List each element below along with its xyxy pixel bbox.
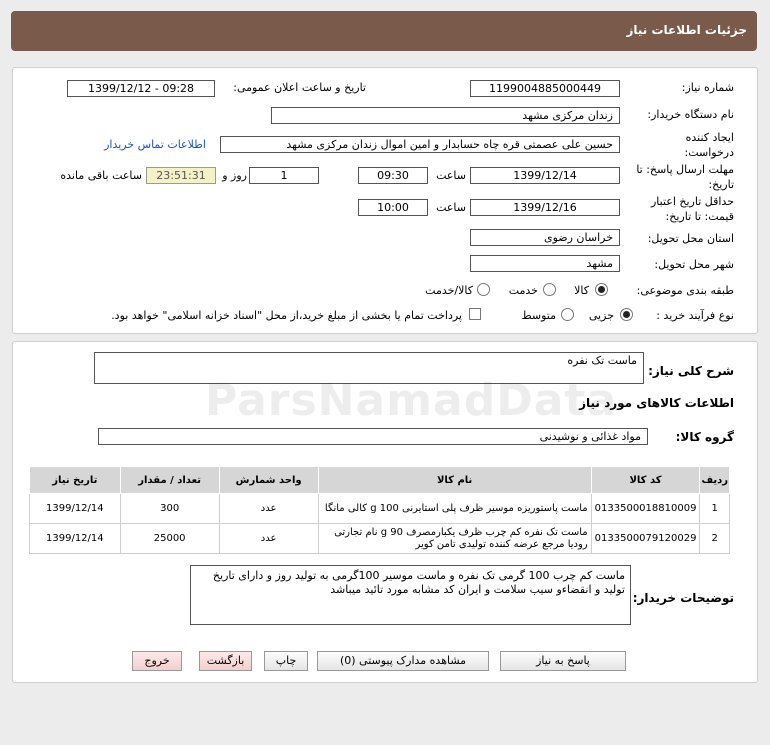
validity-label: حداقل تاریخ اعتبار قیمت: تا تاریخ:: [650, 195, 734, 223]
category-radio-service[interactable]: [543, 283, 556, 296]
col-qty: تعداد / مقدار: [120, 467, 219, 494]
page-header: [11, 11, 757, 51]
treasury-payment-note: پرداخت تمام یا بخشی از مبلغ خرید،از محل "اسناد خزانه اسلامی" خواهد بود.: [111, 309, 462, 322]
col-unit: واحد شمارش: [219, 467, 318, 494]
city-field: مشهد: [470, 255, 620, 272]
buyer-notes-field: ماست کم چرب 100 گرمی تک نفره و ماست موسیر 100گرمی به تولید روز و دارای تاریخ تولید و انقضاءو سیب سلامت و ایران کد مشابه مورد تائید میباشد: [190, 565, 631, 625]
deadline-date-field: 1399/12/14: [470, 167, 620, 184]
row-unit: عدد: [219, 494, 318, 524]
buyer-contact-link[interactable]: اطلاعات تماس خریدار: [104, 138, 206, 151]
table-header-row: [30, 467, 730, 494]
city-label: شهر محل تحویل:: [654, 258, 734, 271]
category-label: طبقه بندی موضوعی:: [636, 284, 734, 297]
validity-date-field: 1399/12/16: [470, 199, 620, 216]
col-date: تاریخ نیاز: [30, 467, 121, 494]
row-index: 1: [700, 494, 730, 524]
category-goods-service-label: کالا/خدمت: [425, 284, 473, 297]
category-service-label: خدمت: [508, 284, 538, 297]
process-medium-label: متوسط: [521, 309, 556, 322]
deadline-time-label: ساعت: [436, 169, 466, 182]
exit-button[interactable]: خروج: [132, 651, 182, 671]
creator-field: حسین علی عصمتی قره چاه حسابدار و امین اموال زندان مرکزی مشهد: [220, 136, 620, 153]
deadline-time-field: 09:30: [358, 167, 428, 184]
row-name: ماست تک نفره کم چرب ظرف یکبارمصرف 90 g نام تجارتی رودیا مرجع عرضه کننده تولیدی تامن کویر: [318, 524, 591, 554]
creator-label: ایجاد کننده درخواست:: [684, 131, 734, 159]
remaining-label: ساعت باقی مانده: [60, 169, 142, 182]
process-radio-minor[interactable]: [620, 308, 633, 321]
row-unit: عدد: [219, 524, 318, 554]
back-button[interactable]: بازگشت: [199, 651, 252, 671]
process-label: نوع فرآیند خرید :: [656, 309, 734, 322]
need-number-label: شماره نیاز:: [681, 81, 734, 94]
row-code: 0133500079120029: [591, 524, 700, 554]
treasury-payment-checkbox[interactable]: [469, 308, 481, 320]
row-qty: 25000: [120, 524, 219, 554]
category-goods-label: کالا: [574, 284, 589, 297]
validity-time-label: ساعت: [436, 201, 466, 214]
col-row: ردیف: [700, 467, 730, 494]
goods-group-field: مواد غذائی و نوشیدنی: [98, 428, 648, 445]
goods-table: [29, 466, 730, 554]
buyer-org-label: نام دستگاه خریدار:: [647, 108, 734, 121]
page-title: جزئیات اطلاعات نیاز: [626, 23, 747, 37]
validity-time-field: 10:00: [358, 199, 428, 216]
row-code: 0133500018810009: [591, 494, 700, 524]
print-button[interactable]: چاپ: [264, 651, 308, 671]
view-attachments-button[interactable]: مشاهده مدارک پیوستی (0): [317, 651, 489, 671]
col-code: کد کالا: [591, 467, 700, 494]
announce-field: 1399/12/12 - 09:28: [67, 80, 215, 97]
reply-button[interactable]: پاسخ به نیاز: [500, 651, 626, 671]
days-label: روز و: [222, 169, 247, 182]
table-row: [30, 494, 730, 524]
summary-field: ماست تک نفره: [94, 352, 644, 384]
deadline-label: مهلت ارسال پاسخ: تا تاریخ:: [636, 163, 734, 191]
row-date: 1399/12/14: [30, 524, 121, 554]
row-date: 1399/12/14: [30, 494, 121, 524]
summary-label: شرح کلی نیاز:: [648, 364, 734, 378]
col-name: نام کالا: [318, 467, 591, 494]
buyer-notes-label: توضیحات خریدار:: [632, 591, 734, 605]
row-name: ماست پاستوریزه موسیر ظرف پلی استایرنی 100 g کالی مانگا: [318, 494, 591, 524]
table-row: [30, 524, 730, 554]
goods-info-title: اطلاعات کالاهای مورد نیاز: [579, 396, 734, 410]
category-radio-goods-service[interactable]: [477, 283, 490, 296]
announce-label: تاریخ و ساعت اعلان عمومی:: [233, 81, 366, 94]
days-field: 1: [249, 167, 319, 184]
row-qty: 300: [120, 494, 219, 524]
category-radio-goods[interactable]: [595, 283, 608, 296]
row-index: 2: [700, 524, 730, 554]
process-radio-medium[interactable]: [561, 308, 574, 321]
need-number-field: 1199004885000449: [470, 80, 620, 97]
process-minor-label: جزیی: [588, 309, 614, 322]
province-field: خراسان رضوی: [470, 229, 620, 246]
province-label: استان محل تحویل:: [647, 232, 734, 245]
remaining-time-field: 23:51:31: [146, 167, 216, 184]
buyer-org-field: زندان مرکزی مشهد: [271, 107, 620, 124]
goods-group-label: گروه کالا:: [675, 430, 734, 444]
